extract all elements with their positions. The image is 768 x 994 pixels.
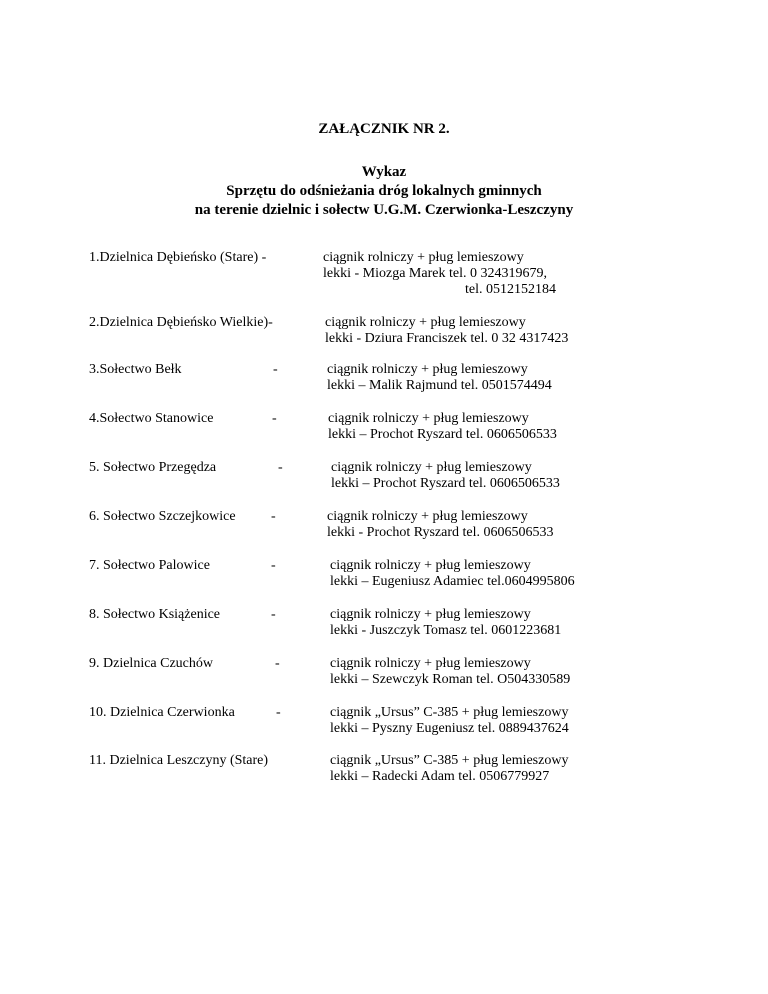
entry-location: 9. Dzielnica Czuchów (89, 656, 214, 671)
entry-description (330, 558, 575, 590)
entry-dash: - (272, 411, 277, 426)
entry-description-line-1: ciągnik rolniczy + pług lemieszowy (330, 656, 531, 671)
entry-description-line-2: lekki – Szewczyk Roman tel. O504330589 (330, 672, 571, 687)
entry-description-line-1: ciągnik rolniczy + pług lemieszowy (330, 558, 531, 573)
entry-dash: - (271, 509, 276, 524)
subtitle-line-3: na terenie dzielnic i sołectw U.G.M. Czerwionka-Leszczyny (194, 202, 574, 218)
entry-description-line-2: lekki – Prochot Ryszard tel. 0606506533 (328, 427, 557, 442)
entry-dash: - (278, 460, 283, 475)
entry-description-line-1: ciągnik „Ursus” C-385 + pług lemieszowy (330, 705, 569, 720)
entry-description-line-2: lekki - Juszczyk Tomasz tel. 0601223681 (330, 623, 562, 638)
entry-description-line-2: lekki – Pyszny Eugeniusz tel. 0889437624 (330, 721, 569, 736)
entry-location: 1.Dzielnica Dębieńsko (Stare) - (89, 250, 267, 265)
entry-description-line-2: lekki – Radecki Adam tel. 0506779927 (330, 769, 550, 784)
entry-description-line-2: lekki - Dziura Franciszek tel. 0 32 4317423 (325, 331, 569, 346)
entry-description-line-1: ciągnik rolniczy + pług lemieszowy (327, 509, 528, 524)
entry-description-line-1: ciągnik rolniczy + pług lemieszowy (325, 315, 526, 330)
entry-location: 10. Dzielnica Czerwionka (89, 705, 235, 720)
entry-location: 3.Sołectwo Bełk (89, 362, 182, 377)
entry-description-line-1: ciągnik rolniczy + pług lemieszowy (331, 460, 532, 475)
subtitle-line-1: Wykaz (361, 164, 407, 180)
entry-description (330, 705, 569, 737)
entry-description (328, 411, 557, 443)
entry-description (325, 315, 568, 347)
document-title: ZAŁĄCZNIK NR 2. (318, 121, 450, 137)
entry-description (330, 607, 561, 639)
entry-dash: - (271, 607, 276, 622)
entry-location: 5. Sołectwo Przegędza (89, 460, 217, 475)
entry-description (323, 250, 556, 298)
entry-description-line-2: lekki – Malik Rajmund tel. 0501574494 (327, 378, 552, 393)
entry-description-line-1: ciągnik rolniczy + pług lemieszowy (330, 607, 531, 622)
entry-description-line-2: lekki – Eugeniusz Adamiec tel.0604995806 (330, 574, 575, 589)
entry-location: 7. Sołectwo Palowice (89, 558, 210, 573)
entry-dash: - (273, 362, 278, 377)
entry-description-line-1: ciągnik rolniczy + pług lemieszowy (327, 362, 528, 377)
entry-description (330, 753, 568, 785)
entry-location: 2.Dzielnica Dębieńsko Wielkie)- (89, 315, 273, 330)
entry-description (327, 509, 554, 541)
entry-description-line-1: ciągnik rolniczy + pług lemieszowy (323, 250, 524, 265)
entry-dash: - (276, 705, 281, 720)
entry-dash: - (271, 558, 276, 573)
entry-location: 11. Dzielnica Leszczyny (Stare) (89, 753, 269, 768)
entry-description (331, 460, 560, 492)
entry-location: 8. Sołectwo Książenice (89, 607, 221, 622)
entry-dash: - (275, 656, 280, 671)
entry-description-line-2: lekki - Miozga Marek tel. 0 324319679, (323, 266, 547, 281)
entry-location: 6. Sołectwo Szczejkowice (89, 509, 236, 524)
entry-description-line-1: ciągnik „Ursus” C-385 + pług lemieszowy (330, 753, 569, 768)
entry-description-line-1: ciągnik rolniczy + pług lemieszowy (328, 411, 529, 426)
entry-description-line-3: tel. 0512152184 (465, 282, 556, 297)
subtitle-line-2: Sprzętu do odśnieżania dróg lokalnych gminnych (226, 183, 542, 199)
entry-description (330, 656, 570, 688)
entry-description-line-2: lekki - Prochot Ryszard tel. 0606506533 (327, 525, 554, 540)
entry-description (327, 362, 552, 394)
entry-description-line-2: lekki – Prochot Ryszard tel. 0606506533 (331, 476, 560, 491)
entry-location: 4.Sołectwo Stanowice (89, 411, 214, 426)
